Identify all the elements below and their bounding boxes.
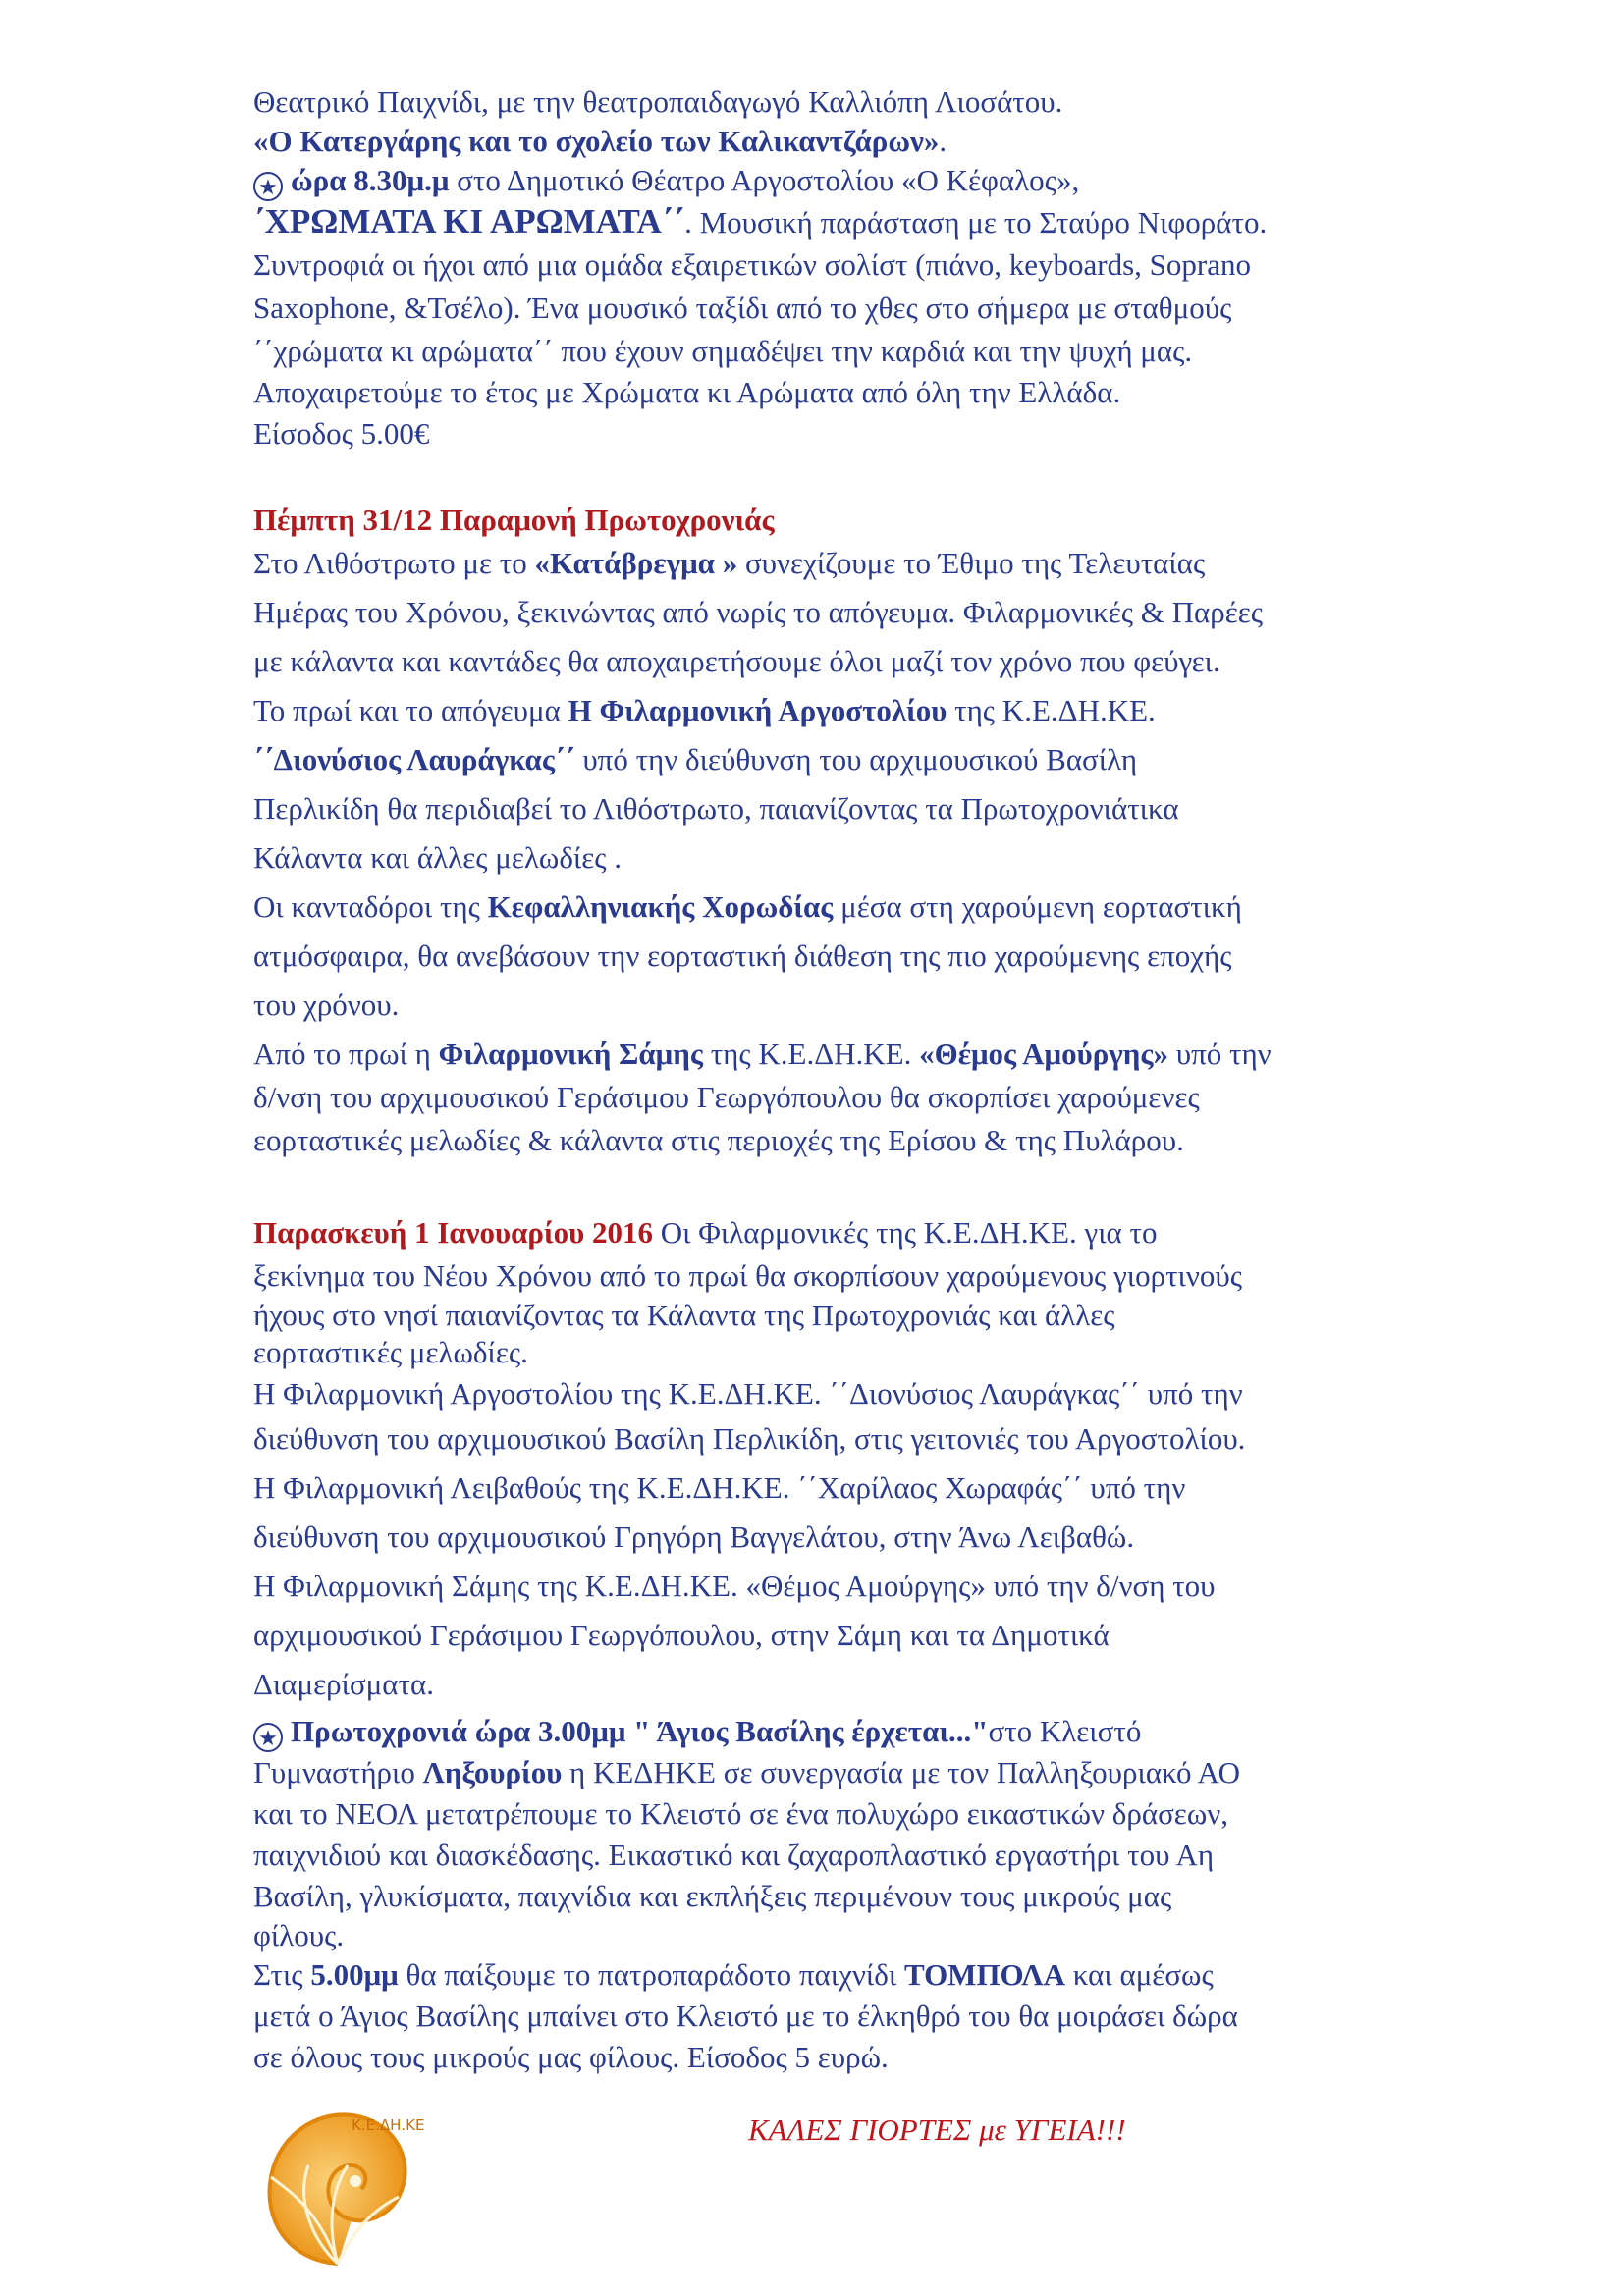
thursday-line-8: Οι κανταδόροι της Κεφαλληνιακής Χορωδίας μέσα στη χαρούμενη εορταστική [253,889,1242,924]
thursday-line-2: Ημέρας του Χρόνου, ξεκινώντας από νωρίς το απόγευμα. Φιλαρμονικές & Παρέες [253,595,1264,629]
friday-line-8: διεύθυνση του αρχιμουσικού Γρηγόρη Βαγγελάτου, στην Άνω Λειβαθώ. [253,1520,1135,1554]
intro-line-7: ΄΄χρώματα κι αρώματα΄΄ που έχουν σημαδέψει την καρδιά και την ψυχή μας. [253,334,1193,368]
thursday-heading: Πέμπτη 31/12 Παραμονή Πρωτοχρονιάς [253,503,775,537]
intro-line-4: ΄ΧΡΩΜΑΤΑ ΚΙ ΑΡΩΜΑΤΑ΄΄. Μουσική παράσταση με το Σταύρο Νιφοράτο. [253,202,1268,240]
friday-line-2: ξεκίνημα του Νέου Χρόνου από το πρωί θα σκορπίσουν χαρούμενους γιορτινούς [253,1258,1243,1293]
thursday-line-9: ατμόσφαιρα, θα ανεβάσουν την εορταστική διάθεση της πιο χαρούμενης εποχής [253,938,1232,973]
friday-line-5: Η Φιλαρμονική Αργοστολίου της Κ.Ε.ΔΗ.ΚΕ. ΄΄Διονύσιος Λαυράγκας΄΄ υπό την [253,1376,1243,1411]
friday-line-10: αρχιμουσικού Γεράσιμου Γεωργόπουλου, στην Σάμη και τα Δημοτικά [253,1618,1110,1652]
holiday-wishes: ΚΑΛΕΣ ΓΙΟΡΤΕΣ με ΥΓΕΙΑ!!! [748,2112,1126,2147]
intro-line-2: «Ο Κατεργάρης και το σχολείο των Καλικαντζάρων». [253,124,947,158]
thursday-line-7: Κάλαντα και άλλες μελωδίες . [253,840,623,875]
friday-line-17: φίλους. [253,1918,345,1952]
intro-entry-fee: Είσοδος 5.00€ [253,416,430,451]
logo-text: Κ.Ε.ΔΗ.ΚΕ. [352,2116,424,2134]
friday-line-18: Στις 5.00μμ θα παίξουμε το πατροπαράδοτο παιχνίδι ΤΟΜΠΟΛΑ και αμέσως [253,1957,1214,1992]
circled-star-icon: ★ [253,1723,283,1752]
intro-line-8: Αποχαιρετούμε το έτος με Χρώματα κι Αρώματα από όλη την Ελλάδα. [253,375,1121,409]
thursday-line-4: Το πρωί και το απόγευμα Η Φιλαρμονική Αργοστολίου της Κ.Ε.ΔΗ.ΚΕ. [253,693,1156,727]
friday-heading: Παρασκευή 1 Ιανουαρίου 2016 [253,1215,653,1250]
intro-line-1: Θεατρικό Παιχνίδι, με την θεατροπαιδαγωγό Καλλιόπη Λιοσάτου. [253,84,1063,119]
friday-line-13: Γυμναστήριο Ληξουρίου η ΚΕΔΗΚΕ σε συνεργασία με τον Παλληξουριακό ΑΟ [253,1755,1241,1789]
friday-line-3: ήχους στο νησί παιανίζοντας τα Κάλαντα της Πρωτοχρονιάς και άλλες [253,1298,1115,1332]
friday-line-11: Διαμερίσματα. [253,1667,434,1701]
friday-line-9: Η Φιλαρμονική Σάμης της Κ.Ε.ΔΗ.ΚΕ. «Θέμος Αμούργης» υπό την δ/νση του [253,1569,1216,1603]
thursday-line-1: Στο Λιθόστρωτο με το «Κατάβρεγμα » συνεχίζουμε το Έθιμο της Τελευταίας [253,546,1206,580]
friday-line-12: ★ Πρωτοχρονιά ώρα 3.00μμ " Άγιος Βασίλης έρχεται..."στο Κλειστό [253,1712,1141,1752]
thursday-line-3: με κάλαντα και καντάδες θα αποχαιρετήσουμε όλοι μαζί τον χρόνο που φεύγει. [253,644,1220,678]
friday-line-7: Η Φιλαρμονική Λειβαθούς της Κ.Ε.ΔΗ.ΚΕ. ΄΄Χαρίλαος Χωραφάς΄΄ υπό την [253,1470,1186,1505]
friday-line-4: εορταστικές μελωδίες. [253,1335,528,1369]
friday-line-20: σε όλους τους μικρούς μας φίλους. Είσοδος 5 ευρώ. [253,2040,889,2074]
thursday-line-11: Από το πρωί η Φιλαρμονική Σάμης της Κ.Ε.ΔΗ.ΚΕ. «Θέμος Αμούργης» υπό την [253,1037,1272,1071]
intro-line-5: Συντροφιά οι ήχοι από μια ομάδα εξαιρετικών σολίστ (πιάνο, keyboards, Soprano [253,247,1251,282]
thursday-line-5: ΄΄Διονύσιος Λαυράγκας΄΄ υπό την διεύθυνση του αρχιμουσικού Βασίλη [253,742,1138,776]
intro-line-6: Saxophone, &Τσέλο). Ένα μουσικό ταξίδι από το χθες στο σήμερα με σταθμούς [253,291,1232,325]
thursday-line-13: εορταστικές μελωδίες & κάλαντα στις περιοχές της Ερίσου & της Πυλάρου. [253,1123,1184,1157]
friday-line-6: διεύθυνση του αρχιμουσικού Βασίλη Περλικίδη, στις γειτονιές του Αργοστολίου. [253,1421,1246,1456]
nautilus-shell-logo [257,2091,424,2272]
thursday-line-6: Περλικίδη θα περιδιαβεί το Λιθόστρωτο, παιανίζοντας τα Πρωτοχρονιάτικα [253,791,1179,826]
friday-line-16: Βασίλη, γλυκίσματα, παιχνίδια και εκπλήξεις περιμένουν τους μικρούς μας [253,1879,1172,1913]
thursday-line-12: δ/νση του αρχιμουσικού Γεράσιμου Γεωργόπουλου θα σκορπίσει χαρούμενες [253,1080,1200,1114]
circled-star-icon: ★ [253,172,283,201]
thursday-line-10: του χρόνου. [253,988,400,1022]
friday-line-15: παιχνιδιού και διασκέδασης. Εικαστικό και ζαχαροπλαστικό εργαστήρι του Αη [253,1838,1215,1872]
friday-line-14: και το ΝΕΟΛ μετατρέπουμε το Κλειστό σε ένα πολυχώρο εικαστικών δράσεων, [253,1796,1228,1831]
logo-graphic [257,2091,424,2272]
friday-line-1: Παρασκευή 1 Ιανουαρίου 2016 Οι Φιλαρμονικές της Κ.Ε.ΔΗ.ΚΕ. για το [253,1215,1158,1250]
friday-line-19: μετά ο Άγιος Βασίλης μπαίνει στο Κλειστό με το έλκηθρό του θα μοιράσει δώρα [253,1999,1238,2033]
intro-line-3: ★ ώρα 8.30μ.μ στο Δημοτικό Θέατρο Αργοστολίου «Ο Κέφαλος», [253,161,1079,201]
